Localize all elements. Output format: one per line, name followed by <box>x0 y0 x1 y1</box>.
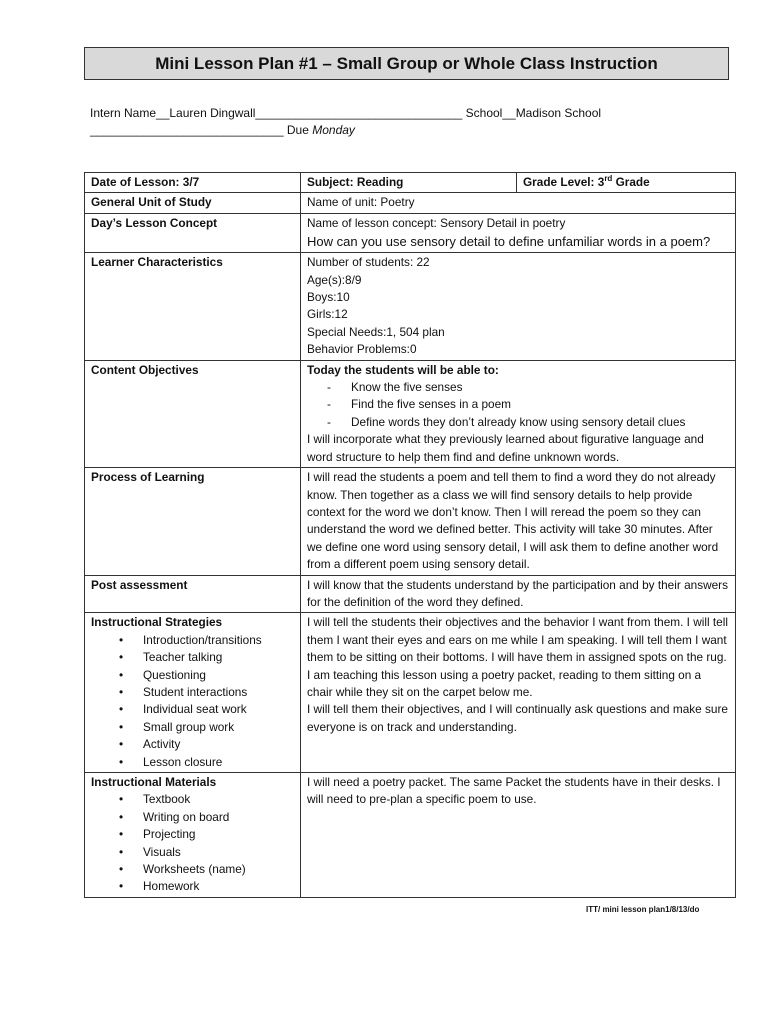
table-row <box>85 213 736 252</box>
concept-label: Day’s Lesson Concept <box>85 213 301 252</box>
list-item: • Questioning <box>119 667 294 684</box>
table-row <box>85 193 736 213</box>
list-item: - Find the five senses in a poem <box>327 396 729 413</box>
title-text: Mini Lesson Plan #1 – Small Group or Whole Class Instruction <box>155 53 658 73</box>
due-label: _____________________________ Due <box>90 123 309 137</box>
learner-line: Age(s):8/9 <box>307 272 362 287</box>
learner-line: Boys:10 <box>307 290 350 305</box>
objectives-label: Content Objectives <box>85 360 301 467</box>
page-title <box>84 47 729 80</box>
concept-question: How can you use sensory detail to define unfamiliar words in a poem? <box>307 234 711 250</box>
strategies-paragraph: I will tell them their objectives, and I will continually ask questions and make sure everyone is on track and understanding. <box>307 702 728 734</box>
due-row <box>90 122 730 139</box>
list-item: • Student interactions <box>119 684 294 701</box>
learner-line: Special Needs:1, 504 plan <box>307 324 445 339</box>
list-item: • Teacher talking <box>119 649 294 666</box>
table-row <box>85 360 736 467</box>
materials-list <box>91 791 294 895</box>
grade-prefix: Grade Level: 3 <box>523 175 605 189</box>
learner-label: Learner Characteristics <box>85 253 301 360</box>
materials-cell <box>85 773 301 898</box>
table-row <box>85 173 736 193</box>
table-row <box>85 613 736 773</box>
grade-sup: rd <box>604 174 613 184</box>
lesson-plan-table <box>84 172 736 898</box>
list-item: • Projecting <box>119 826 294 843</box>
due-value: Monday <box>312 123 355 137</box>
list-item: • Lesson closure <box>119 754 294 771</box>
subject-cell: Subject: Reading <box>301 173 517 193</box>
table-row <box>85 468 736 575</box>
strategies-label: Instructional Strategies <box>91 615 223 630</box>
strategies-paragraph: I am teaching this lesson using a poetry packet, reading to them sitting on a chair while they sit on the carpet below me. <box>307 667 702 699</box>
post-label: Post assessment <box>85 575 301 613</box>
unit-label: General Unit of Study <box>85 193 301 213</box>
table-row <box>85 773 736 898</box>
list-item: • Visuals <box>119 844 294 861</box>
grade-cell <box>517 173 736 193</box>
objectives-list <box>307 379 729 431</box>
list-item: - Know the five senses <box>327 379 729 396</box>
list-item: • Textbook <box>119 791 294 808</box>
list-item: • Individual seat work <box>119 701 294 718</box>
date-cell: Date of Lesson: 3/7 <box>85 173 301 193</box>
strategies-list <box>91 632 294 771</box>
list-item: • Writing on board <box>119 809 294 826</box>
strategies-paragraph: I will tell the students their objectives and the behavior I want from them. I will tell them I want their eyes and ears on me while I am speaking. I will tell them I want them to be sitting on their bottoms. I will have them in assigned spots on the rug. <box>307 615 728 665</box>
strategies-cell <box>85 613 301 773</box>
process-text: I will read the students a poem and tell them to find a word they do not already know. Then together as a class we will find sensory details to help provide context for the word we don’t know. Then I will reread the poem so they can understand the word we defined better. This activity will take 30 minutes. After we define one word using sensory detail, I will ask them to define another word from a different poem using sensory detail. <box>301 468 736 575</box>
learner-cell <box>301 253 736 360</box>
process-label: Process of Learning <box>85 468 301 575</box>
list-item: • Worksheets (name) <box>119 861 294 878</box>
list-item: • Homework <box>119 878 294 895</box>
materials-text: I will need a poetry packet. The same Packet the students have in their desks. I will need to pre-plan a specific poem to use. <box>301 773 736 898</box>
objectives-intro: Today the students will be able to: <box>307 362 499 377</box>
intern-school-row: Intern Name__Lauren Dingwall_______________________________ School__Madison School <box>90 106 602 120</box>
list-item: • Small group work <box>119 719 294 736</box>
materials-label: Instructional Materials <box>91 775 217 789</box>
post-text: I will know that the students understand by the participation and by their answers for the definition of the word they defined. <box>301 575 736 613</box>
learner-line: Behavior Problems:0 <box>307 342 417 357</box>
list-item: • Activity <box>119 736 294 753</box>
intern-info <box>90 105 730 139</box>
unit-value: Name of unit: Poetry <box>301 193 736 213</box>
concept-cell <box>301 213 736 252</box>
concept-name: Name of lesson concept: Sensory Detail in poetry <box>307 215 566 230</box>
learner-line: Number of students: 22 <box>307 255 430 270</box>
table-row <box>85 253 736 360</box>
list-item: - Define words they don’t already know using sensory detail clues <box>327 414 729 431</box>
learner-line: Girls:12 <box>307 307 348 322</box>
objectives-outro: I will incorporate what they previously learned about figurative language and word structure to help them find and define unknown words. <box>307 432 704 464</box>
grade-suffix: Grade <box>612 175 650 189</box>
table-row <box>85 575 736 613</box>
list-item: • Introduction/transitions <box>119 632 294 649</box>
strategies-text-cell <box>301 613 736 773</box>
footer-note: ITT/ mini lesson plan1/8/13/do <box>586 905 700 914</box>
objectives-cell <box>301 360 736 467</box>
